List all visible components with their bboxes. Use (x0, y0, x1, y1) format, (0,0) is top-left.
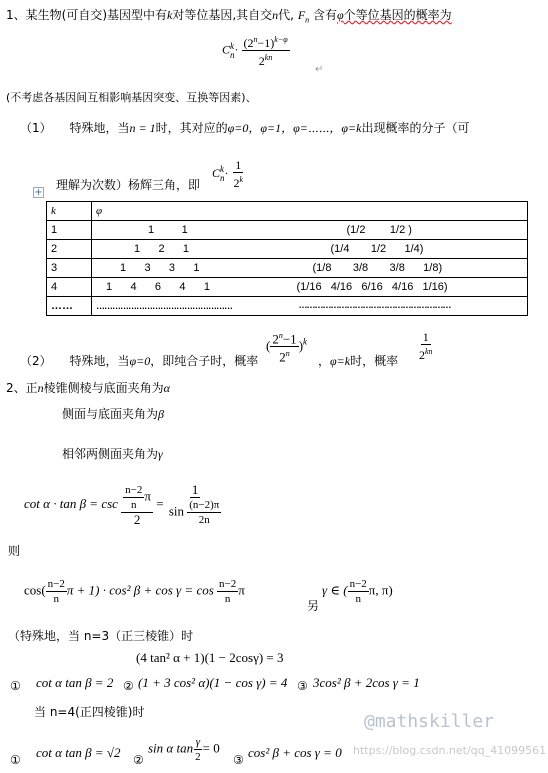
formula-C-sub: n (230, 49, 235, 60)
p1-formula-C: C (212, 165, 221, 180)
row-values (92, 240, 528, 259)
probability-formula: C k n · $\frac{(2^n-1)^{k-\varphi}}{2^{kn}}$ (222, 35, 288, 68)
formula-fraction (242, 33, 290, 68)
row-counts: 1 2 1 (134, 243, 190, 255)
table-row (47, 278, 528, 297)
header-k: k (47, 202, 92, 221)
circle-1b: ① (10, 753, 21, 767)
range-a: γ ∈ ( (322, 582, 348, 598)
part1-a: 特殊地，当 (69, 121, 130, 135)
formula-num-exp2: k−φ (274, 35, 288, 44)
part2-d: ， (318, 354, 331, 368)
s2-var-n: n (37, 381, 44, 395)
var-F-sub: n (305, 15, 310, 25)
row-k: 1 (47, 221, 92, 240)
var-n: n (272, 8, 279, 22)
equation-cot-tan: cot α · tan β = csc $\frac{n-2}{n}$ π 2 = 1 sin $\frac{(n-2)\pi}{2n}$ (24, 482, 220, 527)
row-values (92, 278, 528, 297)
part1-c: 时，其对应的 (155, 121, 228, 135)
row-probs: ………………………………………………… (298, 300, 451, 310)
another-label: 另 (307, 599, 320, 613)
table-move-handle-icon[interactable]: + (34, 187, 43, 198)
header-phi: φ (92, 202, 528, 221)
s1-title-has: 含有 (312, 8, 337, 22)
eq1-right-num: 1 (191, 482, 199, 497)
part2-f: 时，概率 (350, 354, 399, 368)
var-F: F (297, 8, 306, 22)
var-phi: φ (337, 8, 344, 22)
row-values (92, 259, 528, 278)
yanghui-table (46, 201, 528, 316)
formula-C-sup: k (230, 40, 235, 51)
row-counts: 1 4 6 4 1 (106, 281, 210, 293)
formula-den: 2 (258, 54, 265, 68)
s1-title-mid: 对等位基因,其自交 (172, 8, 273, 22)
eq2-b: π + 1) · cos² β + cos γ = cos (66, 582, 214, 598)
row-probs: (1/4 1/2 1/4) (330, 243, 424, 255)
s2-l2-text: 侧面与底面夹角为 (62, 407, 159, 421)
part1-line2: 理解为次数）杨辉三角，即 (56, 178, 201, 192)
row-probs: (1/8 3/8 3/8 1/8) (312, 262, 443, 274)
p2-fnum: 1 (422, 330, 429, 344)
row-k: 4 (47, 278, 92, 297)
formula-den-exp: kn (264, 53, 273, 62)
eq2-a: cos( (24, 582, 46, 598)
table-row (47, 240, 528, 259)
part2-label: （2） (20, 354, 52, 368)
row-counts: 1 1 (148, 224, 188, 236)
p1-fraction (232, 158, 246, 190)
row-probs: (1/16 4/16 6/16 4/16 1/16) (296, 281, 448, 293)
part2-fraction (417, 330, 435, 362)
eq2-c: π (238, 582, 245, 598)
s2-line3 (62, 445, 163, 462)
circle-3b: ③ (233, 753, 244, 767)
eq1-right-den: sin (168, 503, 184, 519)
part2-pure-formula: ( $\frac{2^n-1}{2^n}$ )$^k$ (266, 331, 308, 365)
eq-n4-a: cot α tan β = √2 (36, 745, 121, 760)
csdn-link: https://blog.csdn.net/qq_41099561 (353, 744, 547, 757)
eq8-b: = 0 (202, 740, 220, 756)
p2-fden-exp: kn (425, 347, 433, 356)
part2-b: φ=0 (129, 354, 151, 368)
eq-n3-c: (1 + 3 cos² α)(1 − cos γ) = 4 (138, 675, 288, 690)
p2-fden: 2 (419, 348, 425, 362)
table-row (47, 259, 528, 278)
part1-line (20, 119, 470, 136)
s2-title: 2、正 (6, 381, 38, 395)
part1-d: φ=0，φ=1，φ=⋯⋯，φ=k (227, 121, 362, 135)
var-gamma: γ (158, 447, 163, 461)
var-k: k (167, 8, 173, 22)
table-header-row (47, 202, 528, 221)
part2-c: ，即纯合子时，概率 (150, 354, 259, 368)
row-k: 2 (47, 240, 92, 259)
circle-2b: ② (133, 753, 144, 767)
eq-n3-b: cot α tan β = 2 (36, 675, 114, 690)
range-b: π, π) (368, 582, 393, 598)
p1-formula-sup: k (220, 164, 225, 174)
row-counts: …………………………………………… (96, 301, 232, 311)
s1-heading (6, 6, 452, 24)
part1-formula: C k n · $\frac{1}{2^k}$ (212, 158, 244, 190)
note: (不考虑各基因间互相影响基因突变、互换等因素)、 (6, 91, 257, 104)
special-n3: （特殊地，当 n=3（正三棱锥）时 (8, 629, 194, 643)
row-k: 3 (47, 259, 92, 278)
formula-num2: −1) (257, 36, 275, 50)
var-beta: β (158, 407, 164, 421)
part1-label: （1） (20, 121, 52, 135)
circle-3: ③ (297, 679, 308, 693)
s1-title-end: 个等位基因的概率为 (343, 8, 452, 22)
p1-fden: 2 (233, 176, 240, 190)
row-counts: 1 3 3 1 (120, 262, 200, 274)
s2-heading (6, 379, 170, 396)
eq1-left: cot α · tan β = csc (24, 495, 118, 511)
s2-l3-text: 相邻两侧面夹角为 (62, 447, 159, 461)
s2-line2 (62, 405, 164, 422)
special-n4: 当 n=4(正四棱锥)时 (34, 705, 145, 719)
eq-n3-d: 3cos² β + 2cos γ = 1 (313, 675, 420, 690)
paragraph-mark: ↵ (315, 64, 324, 75)
then-label: 则 (8, 544, 21, 558)
p1-fnum: 1 (235, 158, 242, 172)
s1-title-gen: 代, (278, 8, 294, 22)
s1-title-text: 1、某生物(可自交)基因型中有 (6, 8, 167, 22)
p1-fden-exp: k (239, 175, 244, 184)
row-k: …… (47, 297, 92, 316)
eq-n4-c: cos² β + cos γ = 0 (248, 745, 342, 760)
equation-cos: cos( $\frac{n-2}{n}$ π + 1) · cos² β + cos γ = cos $\frac{n-2}{n}$ π (24, 578, 245, 605)
p1-formula-sub: n (220, 173, 225, 183)
row-values (92, 221, 528, 240)
table-row (47, 297, 528, 316)
gamma-range: γ ∈ ( $\frac{n-2}{n}$ π, π) (322, 578, 393, 605)
circle-2: ② (123, 679, 134, 693)
part1-e: 出现概率的分子（可 (361, 121, 470, 135)
row-values (92, 297, 528, 316)
eq1-mid: = (156, 495, 164, 511)
part2-a: 特殊地，当 (69, 354, 130, 368)
part2-e: φ=k (330, 354, 351, 368)
eq-n3-a: (4 tan² α + 1)(1 − 2cosγ) = 3 (136, 650, 284, 665)
formula-num: (2 (243, 36, 254, 50)
s2-title-end: 棱锥侧棱与底面夹角为 (43, 381, 164, 395)
circle-1: ① (10, 679, 21, 693)
var-alpha: α (163, 381, 170, 395)
watermark: @mathskiller (364, 711, 495, 732)
row-probs: (1/2 1/2 ) (346, 224, 412, 236)
eq-n4-b: sin α tan $\frac{\gamma}{2}$ = 0 (148, 736, 220, 763)
part2-line (20, 352, 258, 369)
formula-C: C (222, 42, 231, 57)
eq8-a: sin α tan (148, 740, 194, 756)
part1-b: n = 1 (129, 121, 156, 135)
part2-rest (318, 352, 398, 369)
table-row (47, 221, 528, 240)
formula-num-exp: n (253, 35, 258, 44)
